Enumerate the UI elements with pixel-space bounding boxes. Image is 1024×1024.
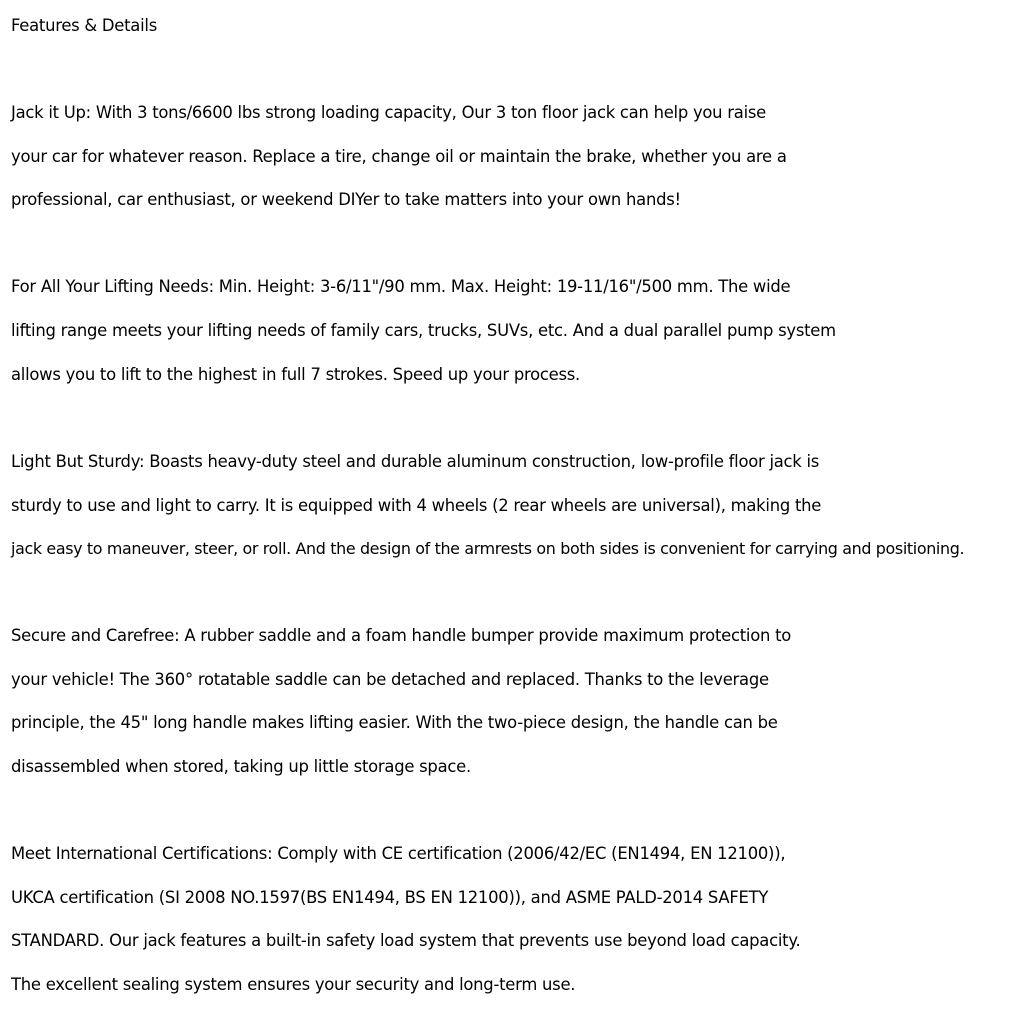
paragraph-line: allows you to lift to the highest in full 7 strokes. Speed up your process. [11,365,581,384]
paragraph-line: Meet International Certifications: Comply with CE certification (2006/42/EC (EN1494, EN 12100)), [11,844,786,863]
paragraph-line: lifting range meets your lifting needs of family cars, trucks, SUVs, etc. And a dual parallel pump system [11,321,836,340]
paragraph-line: STANDARD. Our jack features a built-in safety load system that prevents use beyond load capacity. [11,931,801,950]
paragraph-line: disassembled when stored, taking up little storage space. [11,757,471,776]
paragraph-line: professional, car enthusiast, or weekend DIYer to take matters into your own hands! [11,190,681,209]
page-heading: Features & Details [11,16,158,35]
paragraph-line: jack easy to maneuver, steer, or roll. And the design of the armrests on both sides is convenient for carrying and positioning. [11,539,965,558]
paragraph-line: The excellent sealing system ensures your security and long-term use. [11,975,576,994]
paragraph-line: sturdy to use and light to carry. It is equipped with 4 wheels (2 rear wheels are universal), making the [11,496,822,515]
paragraph-line: your car for whatever reason. Replace a tire, change oil or maintain the brake, whether you are a [11,147,787,166]
paragraph-line: Light But Sturdy: Boasts heavy-duty steel and durable aluminum construction, low-profile floor jack is [11,452,820,471]
paragraph-line: principle, the 45" long handle makes lifting easier. With the two-piece design, the handle can be [11,713,778,732]
paragraph-line: UKCA certification (SI 2008 NO.1597(BS EN1494, BS EN 12100)), and ASME PALD-2014 SAFETY [11,888,769,907]
paragraph-line: Jack it Up: With 3 tons/6600 lbs strong loading capacity, Our 3 ton floor jack can help you raise [11,103,766,122]
paragraph-line: Secure and Carefree: A rubber saddle and a foam handle bumper provide maximum protection to [11,626,792,645]
paragraph-line: your vehicle! The 360° rotatable saddle can be detached and replaced. Thanks to the leverage [11,670,769,689]
paragraph-line: For All Your Lifting Needs: Min. Height: 3-6/11"/90 mm. Max. Height: 19-11/16"/500 mm. The wide [11,277,791,296]
